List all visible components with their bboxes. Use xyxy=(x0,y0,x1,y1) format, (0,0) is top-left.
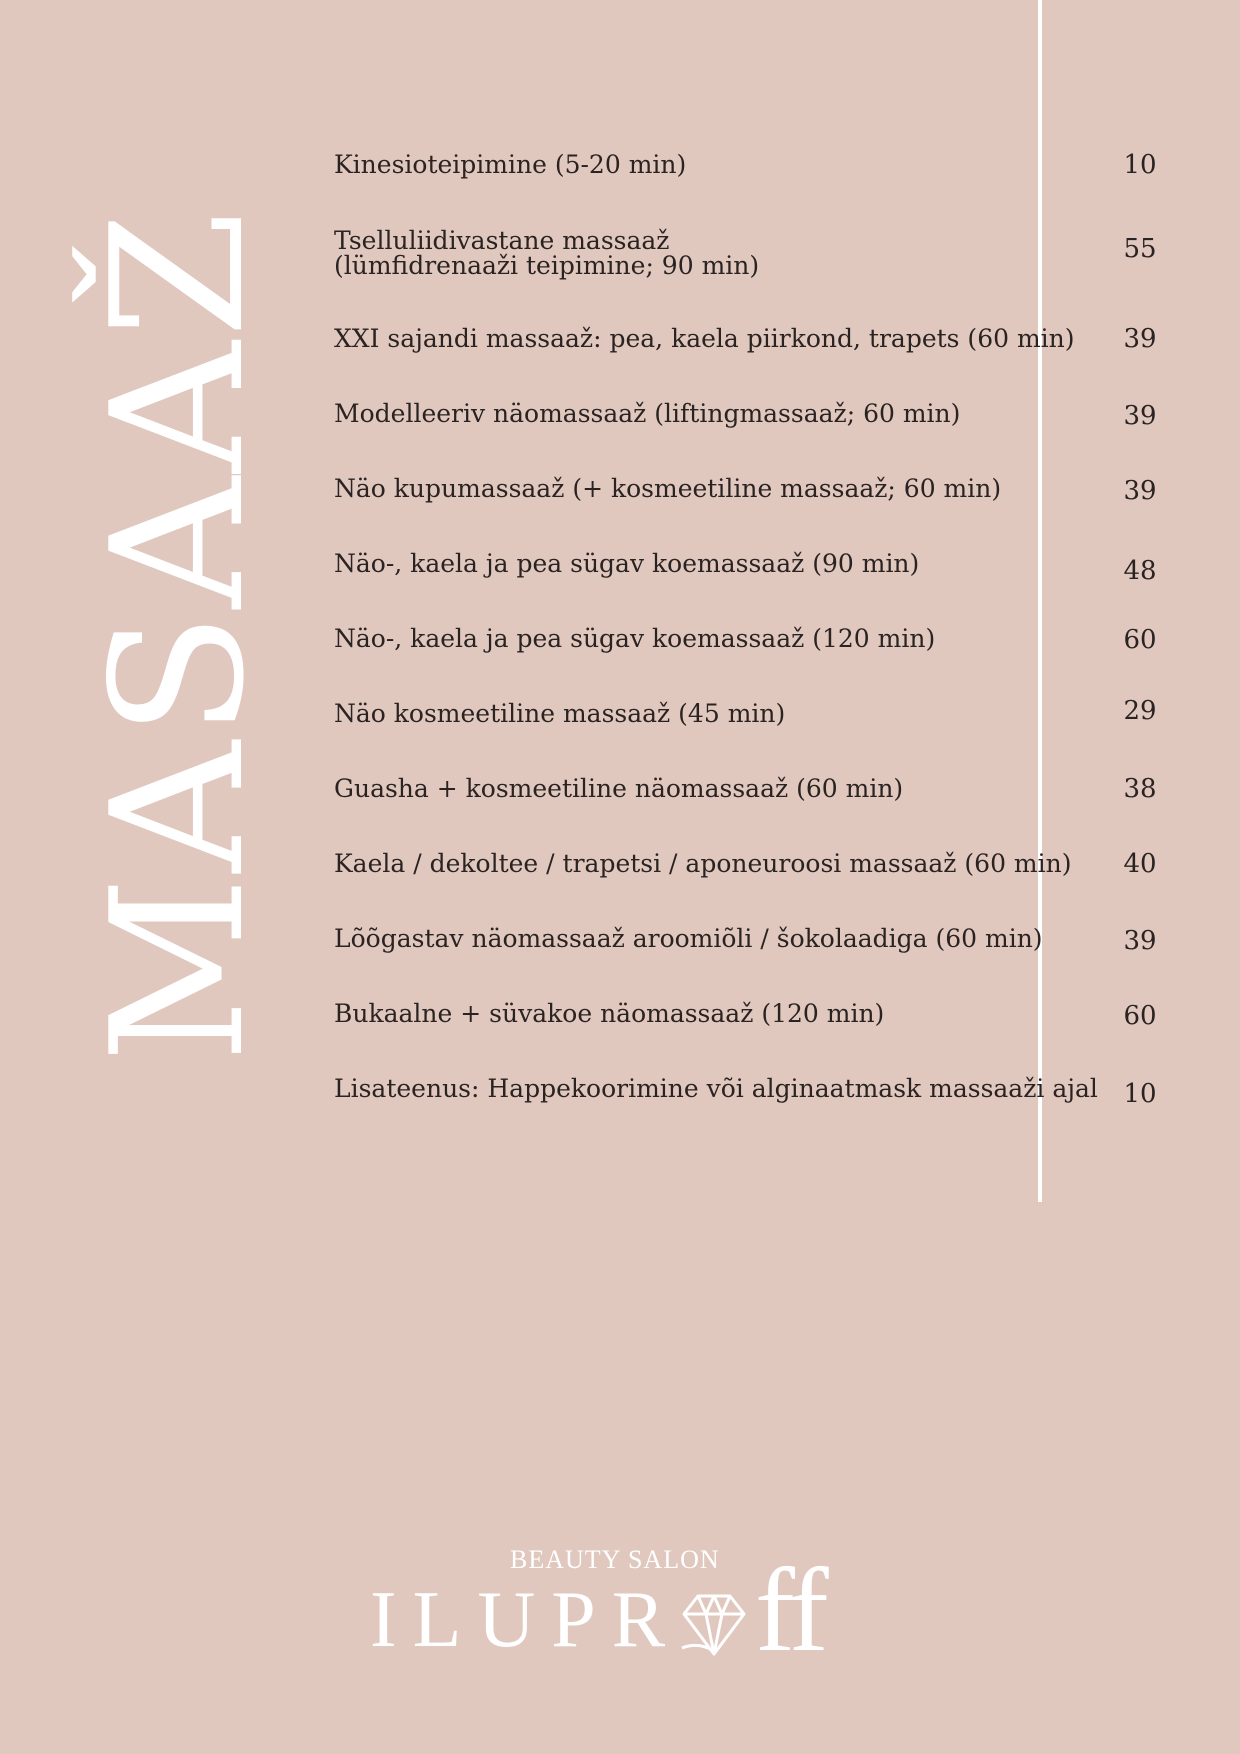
service-price: 39 xyxy=(1123,476,1157,506)
service-price: 39 xyxy=(1123,324,1157,354)
service-name xyxy=(334,626,1034,651)
page-title: MASAAŽ xyxy=(72,207,284,1063)
service-name xyxy=(334,849,1072,878)
service-name xyxy=(334,401,1034,426)
service-name-line: Modelleeriv näomassaaž (liftingmassaaž; 60 min) xyxy=(334,399,961,428)
service-name xyxy=(334,1001,1034,1026)
logo-wordmark-ff: ff xyxy=(755,1543,825,1676)
service-price: 48 xyxy=(1123,556,1157,586)
service-price: 40 xyxy=(1123,849,1157,879)
service-name xyxy=(334,551,1034,576)
service-price: 55 xyxy=(1123,234,1157,264)
salon-logo xyxy=(360,1540,880,1676)
service-name-line: Lisateenus: Happekoorimine või alginaatmask massaaži ajal xyxy=(334,1074,1098,1103)
logo-subtitle: BEAUTY SALON xyxy=(510,1545,720,1574)
service-name-line: Näo kupumassaaž (+ kosmeetiline massaaž; 60 min) xyxy=(334,474,1002,503)
service-price: 60 xyxy=(1123,625,1157,655)
service-name-line: Tselluliidivastane massaaž xyxy=(334,226,670,255)
service-price: 29 xyxy=(1123,696,1157,726)
service-price: 10 xyxy=(1123,1079,1157,1109)
diamond-icon xyxy=(678,1588,750,1660)
service-name-line: Kinesioteipimine (5-20 min) xyxy=(334,150,687,179)
service-name xyxy=(334,776,1034,801)
service-name-line: Näo kosmeetiline massaaž (45 min) xyxy=(334,699,786,728)
service-name-line: (lümfidrenaaži teipimine; 90 min) xyxy=(334,251,760,280)
service-price: 10 xyxy=(1123,150,1157,180)
service-name xyxy=(334,476,1034,501)
service-name-line: Guasha + kosmeetiline näomassaaž (60 min) xyxy=(334,774,904,803)
service-name xyxy=(334,1074,1098,1103)
service-name-line: Näo-, kaela ja pea sügav koemassaaž (90 min) xyxy=(334,549,920,578)
service-name-line: Bukaalne + süvakoe näomassaaž (120 min) xyxy=(334,999,885,1028)
service-name xyxy=(334,701,1034,726)
service-name-line: Näo-, kaela ja pea sügav koemassaaž (120 min) xyxy=(334,624,936,653)
service-name xyxy=(334,324,1075,353)
service-price: 39 xyxy=(1123,401,1157,431)
service-name-line: Lõõgastav näomassaaž aroomiõli / šokolaadiga (60 min) xyxy=(334,924,1043,953)
service-price: 38 xyxy=(1123,774,1157,804)
logo-wordmark: ILUPR xyxy=(370,1576,682,1664)
service-name-line: XXI sajandi massaaž: pea, kaela piirkond, trapets (60 min) xyxy=(334,324,1075,353)
service-name xyxy=(334,152,1034,177)
service-name xyxy=(334,228,1034,278)
service-price: 39 xyxy=(1123,926,1157,956)
service-name-line: Kaela / dekoltee / trapetsi / aponeuroosi massaaž (60 min) xyxy=(334,849,1072,878)
service-price: 60 xyxy=(1123,1001,1157,1031)
service-name xyxy=(334,924,1043,953)
